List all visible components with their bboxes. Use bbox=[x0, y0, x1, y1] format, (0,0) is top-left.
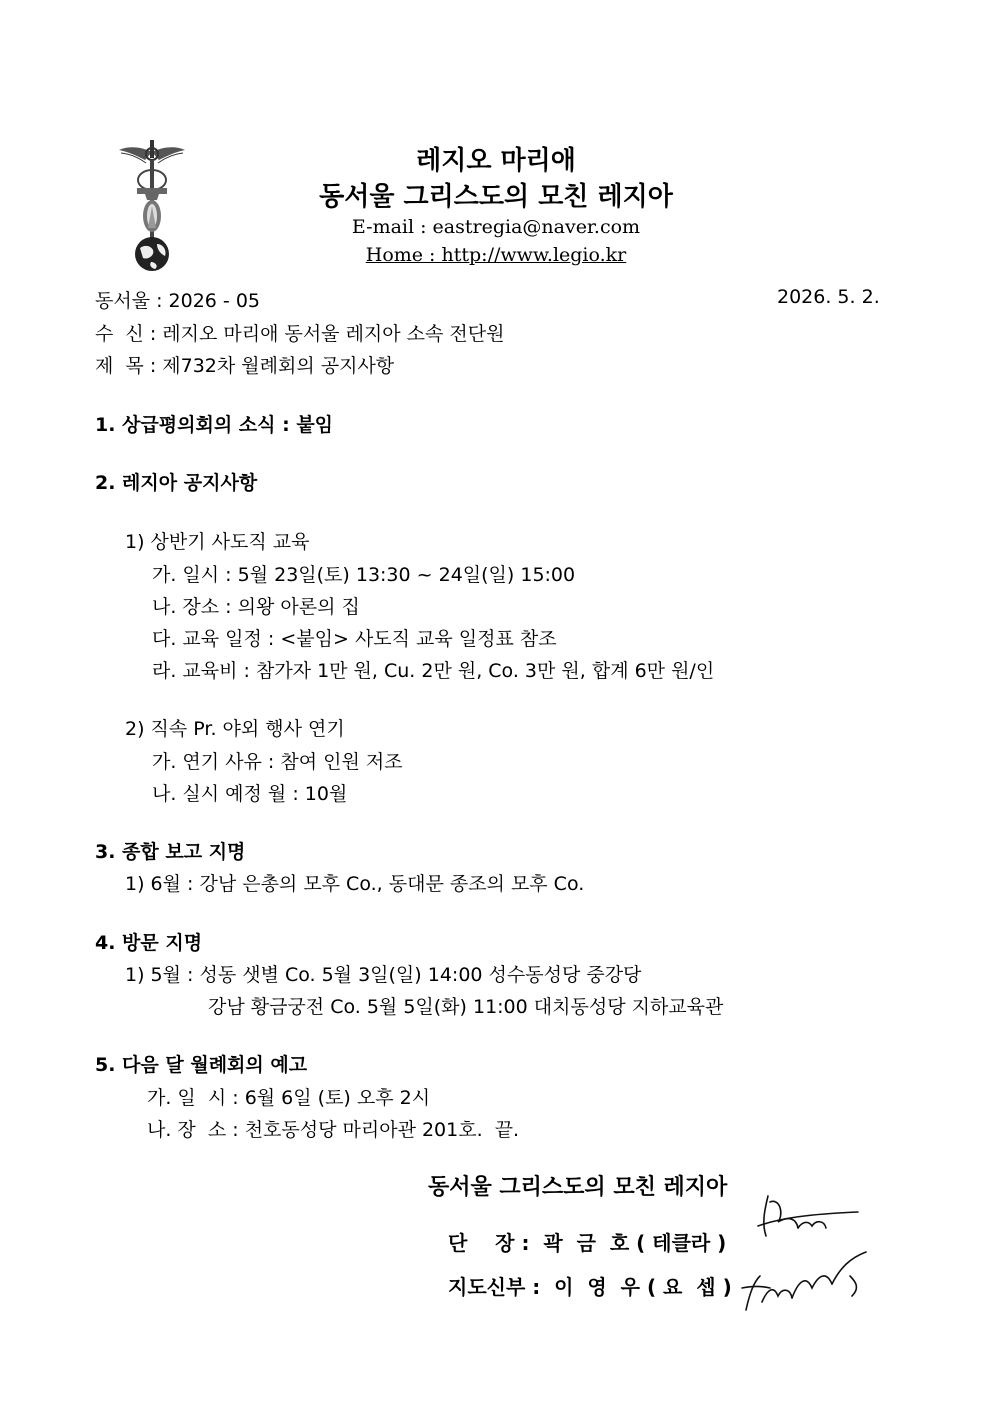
regia-name: 동서울 그리스도의 모친 레지아 bbox=[319, 182, 673, 212]
item-2-1-d: 라. 교육비 : 참가자 1만 원, Cu. 2만 원, Co. 3만 원, 합계 6만 원/인 bbox=[152, 660, 715, 682]
section-3-heading: 3. 종합 보고 지명 bbox=[95, 841, 246, 863]
item-4-1: 1) 5월 : 성동 샛별 Co. 5월 3일(일) 14:00 성수동성당 중강당 bbox=[125, 964, 642, 986]
item-2-1-b: 나. 장소 : 의왕 아론의 집 bbox=[152, 596, 360, 618]
home-link[interactable]: Home : http://www.legio.kr bbox=[365, 244, 627, 266]
section-1-heading: 1. 상급평의회의 소식 : 붙임 bbox=[95, 414, 334, 436]
item-3-1: 1) 6월 : 강남 은총의 모후 Co., 동대문 종조의 모후 Co. bbox=[125, 873, 585, 895]
item-5-a: 가. 일 시 : 6월 6일 (토) 오후 2시 bbox=[147, 1087, 431, 1109]
item-2-2-a: 가. 연기 사유 : 참여 인원 저조 bbox=[152, 751, 403, 773]
section-5-heading: 5. 다음 달 월례회의 예고 bbox=[95, 1054, 308, 1076]
item-2-1-a: 가. 일시 : 5월 23일(토) 13:30 ~ 24일(일) 15:00 bbox=[152, 564, 576, 586]
signature-priest: 지도신부 : 이 영 우 ( 요 셉 ) bbox=[448, 1275, 732, 1299]
item-2-1-title: 1) 상반기 사도직 교육 bbox=[125, 531, 310, 553]
signature-org: 동서울 그리스도의 모친 레지아 bbox=[428, 1175, 728, 1200]
doc-number: 동서울 : 2026 - 05 bbox=[95, 290, 261, 312]
section-4-heading: 4. 방문 지명 bbox=[95, 932, 203, 954]
recipient-line: 수 신 : 레지오 마리애 동서울 레지아 소속 전단원 bbox=[95, 323, 505, 345]
org-name: 레지오 마리애 bbox=[416, 146, 576, 176]
doc-date: 2026. 5. 2. bbox=[777, 286, 880, 308]
item-2-2-b: 나. 실시 예정 월 : 10월 bbox=[152, 783, 348, 805]
item-5-b: 나. 장 소 : 천호동성당 마리아관 201호. 끝. bbox=[147, 1119, 520, 1141]
signature-mark-icon bbox=[740, 1192, 880, 1322]
email-line: E-mail : eastregia@naver.com bbox=[351, 216, 641, 238]
subject-line: 제 목 : 제732차 월례회의 공지사항 bbox=[95, 355, 395, 377]
item-2-2-title: 2) 직속 Pr. 야외 행사 연기 bbox=[125, 718, 345, 740]
item-4-2: 강남 황금궁전 Co. 5월 5일(화) 11:00 대치동성당 지하교육관 bbox=[208, 996, 724, 1018]
item-2-1-c: 다. 교육 일정 : <붙임> 사도직 교육 일정표 참조 bbox=[152, 628, 557, 650]
home-line[interactable] bbox=[0, 244, 992, 266]
section-2-heading: 2. 레지아 공지사항 bbox=[95, 472, 258, 494]
signature-leader: 단 장 : 곽 금 호 ( 테클라 ) bbox=[448, 1231, 727, 1255]
